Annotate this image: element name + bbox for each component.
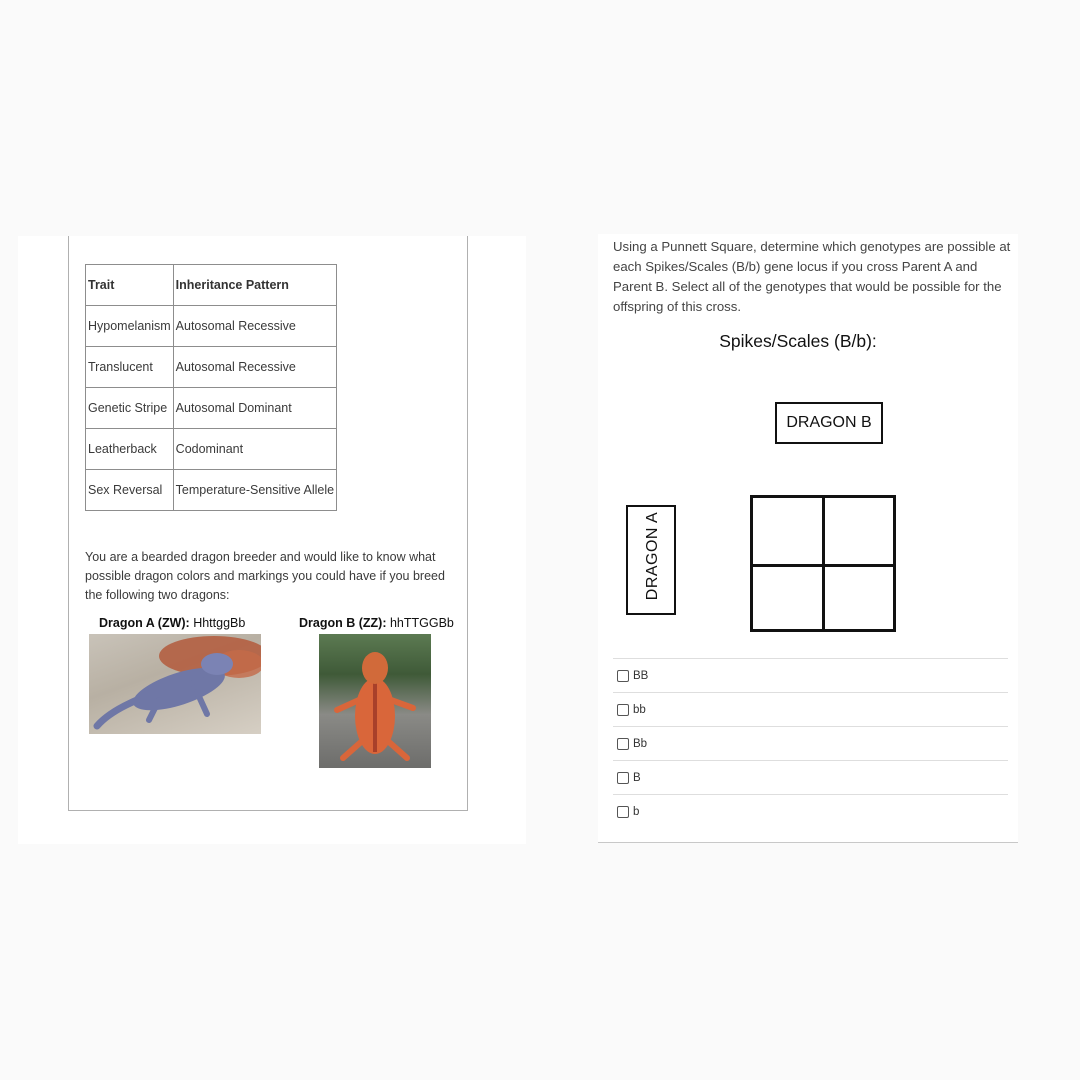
table-row [86, 470, 337, 511]
dragon-a-name: Dragon A (ZW): [99, 616, 190, 630]
option-BB[interactable] [613, 658, 1008, 692]
dragon-b-box: DRAGON B [775, 402, 883, 444]
checkbox[interactable] [617, 806, 629, 818]
option-B[interactable] [613, 760, 1008, 794]
option-Bb[interactable] [613, 726, 1008, 760]
dragon-a-box-label: DRAGON A [644, 511, 661, 601]
dragon-b-photo [319, 634, 431, 768]
diagram-title: Spikes/Scales (B/b): [719, 331, 877, 351]
worksheet-page [68, 236, 468, 811]
table-header-trait: Trait [86, 265, 174, 306]
dragon-a-genotype: HhttggBb [193, 616, 246, 630]
dragon-a-photo [89, 634, 261, 734]
punnett-square [750, 495, 896, 632]
dragon-b-label [299, 616, 454, 630]
table-cell-trait: Sex Reversal [86, 470, 174, 511]
table-cell-trait: Leatherback [86, 429, 174, 470]
table-header-row [86, 265, 337, 306]
answer-options [613, 658, 1008, 828]
table-cell-pattern: Autosomal Recessive [173, 347, 336, 388]
dragon-a-illustration [89, 634, 261, 734]
option-label: B [633, 771, 641, 784]
option-label: bb [633, 703, 646, 716]
question-text: Using a Punnett Square, determine which genotypes are possible at each Spikes/Scales (B/b) gene locus if you cross Parent A and Parent B. Select all of the genotypes that would be possible for the offspring of this cross. [613, 239, 1011, 314]
option-bb[interactable] [613, 692, 1008, 726]
dragon-b-illustration [319, 634, 431, 768]
checkbox[interactable] [617, 738, 629, 750]
table-cell-trait: Hypomelanism [86, 306, 174, 347]
intro-text: You are a bearded dragon breeder and would like to know what possible dragon colors and markings you could have if you breed the following two dragons: [85, 550, 445, 602]
option-label: BB [633, 669, 649, 682]
checkbox[interactable] [617, 670, 629, 682]
table-row [86, 347, 337, 388]
option-label: b [633, 805, 640, 818]
checkbox[interactable] [617, 704, 629, 716]
table-cell-pattern: Autosomal Dominant [173, 388, 336, 429]
table-header-inheritance: Inheritance Pattern [173, 265, 336, 306]
table-row [86, 429, 337, 470]
dragon-b-name: Dragon B (ZZ): [299, 616, 387, 630]
table-row [86, 388, 337, 429]
table-cell-pattern: Autosomal Recessive [173, 306, 336, 347]
dragon-b-genotype: hhTTGGBb [389, 616, 454, 630]
option-label: Bb [633, 737, 648, 750]
dragon-a-box [626, 505, 676, 615]
table-cell-trait: Genetic Stripe [86, 388, 174, 429]
worksheet-panel [18, 236, 526, 844]
question-panel [598, 234, 1018, 843]
table-cell-pattern: Codominant [173, 429, 336, 470]
table-cell-trait: Translucent [86, 347, 174, 388]
table-row [86, 306, 337, 347]
punnett-divider-horizontal [753, 564, 893, 567]
dragon-a-label [99, 616, 245, 630]
checkbox[interactable] [617, 772, 629, 784]
option-b[interactable] [613, 794, 1008, 828]
trait-table [85, 264, 337, 511]
table-cell-pattern: Temperature-Sensitive Allele [173, 470, 336, 511]
